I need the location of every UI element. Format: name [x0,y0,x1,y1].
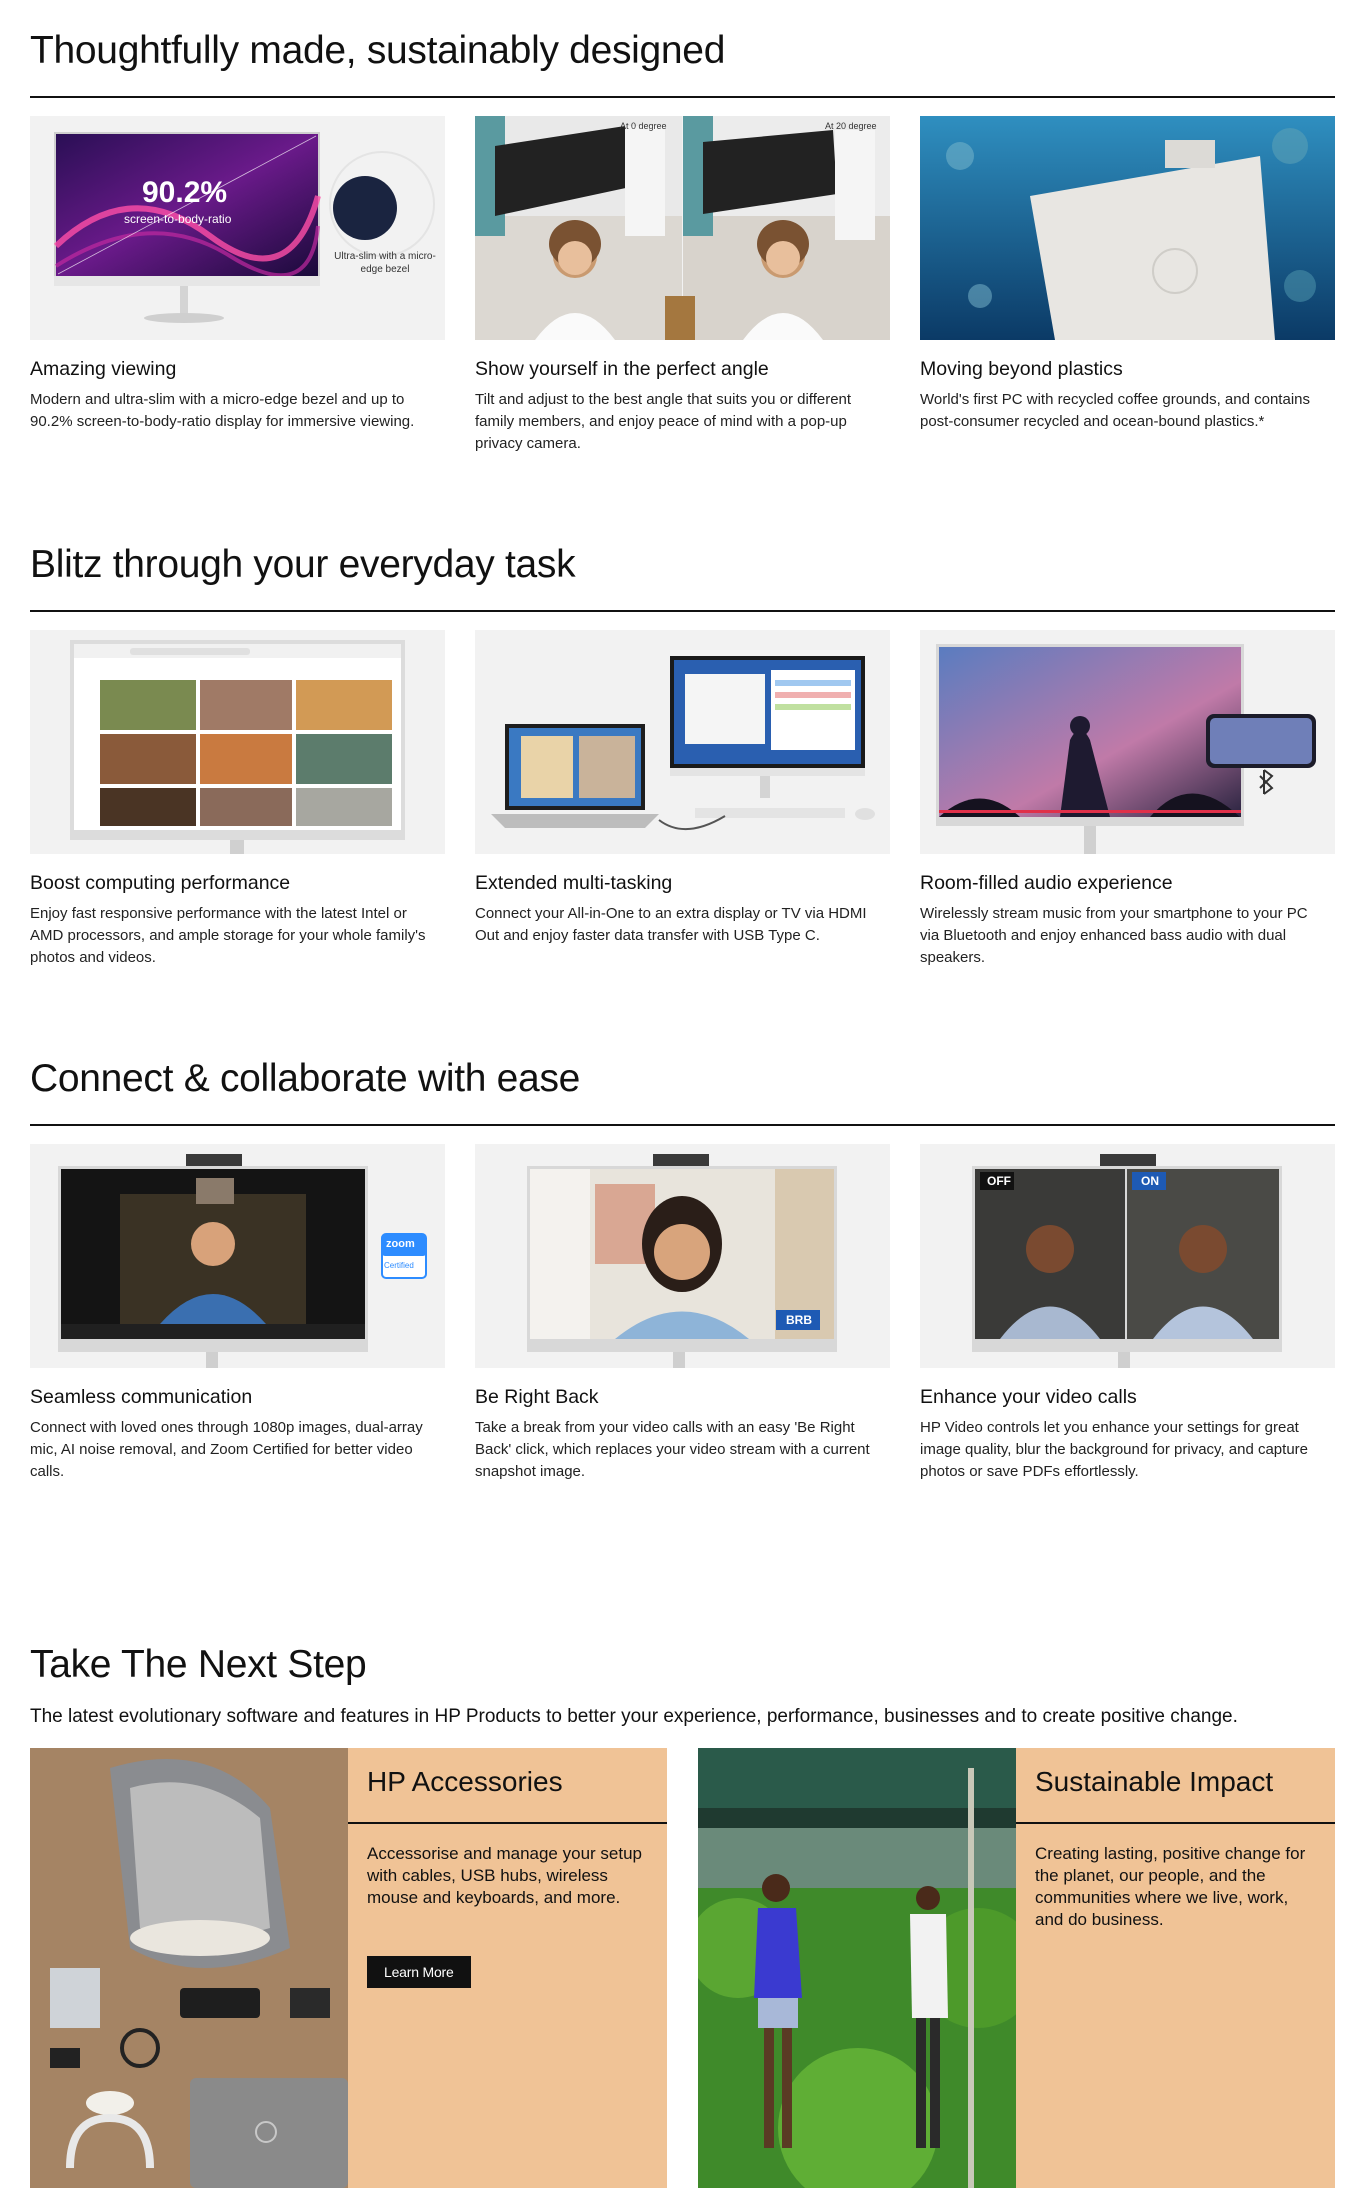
promo-title: HP Accessories [367,1766,563,1797]
card-description: Connect your All-in-One to an extra display or TV via HDMI Out and enjoy faster data transfer with USB Type C. [475,905,867,944]
card-title: Extended multi-tasking [475,872,673,894]
promo-description: Accessorise and manage your setup with cables, USB hubs, wireless mouse and keyboards, and more. [367,1844,642,1907]
promo-card-hp-accessories [30,1748,667,2188]
enhance-video-image [920,1144,1335,1368]
video-on-label: ON [1141,1174,1159,1188]
feature-card-amazing-viewing [30,116,445,433]
audio-experience-image [920,630,1335,854]
card-title: Room-filled audio experience [920,872,1173,894]
card-description: HP Video controls let you enhance your settings for great image quality, blur the background for privacy, and capture photos or save PDFs effortlessly. [920,1419,1308,1480]
promo-divider [348,1822,667,1824]
computing-performance-image [30,630,445,854]
multi-tasking-image [475,630,890,854]
section-divider [30,1124,1335,1126]
learn-more-button[interactable]: Learn More [367,1956,471,1988]
feature-card-audio [920,630,1335,969]
card-description: Wirelessly stream music from your smartphone to your PC via Bluetooth and enjoy enhanced bass audio with dual speakers. [920,905,1308,966]
be-right-back-image [475,1144,890,1368]
card-title: Amazing viewing [30,358,177,380]
feature-card-be-right-back [475,1144,890,1483]
feature-card-enhance-video [920,1144,1335,1483]
card-title: Show yourself in the perfect angle [475,358,769,380]
seamless-communication-image [30,1144,445,1368]
angle-label-right: At 20 degree [825,121,877,131]
card-description: Connect with loved ones through 1080p images, dual-array mic, AI noise removal, and Zoom Certified for better video calls. [30,1419,423,1480]
feature-card-multi-tasking [475,630,890,947]
card-title: Enhance your video calls [920,1386,1137,1408]
card-title: Boost computing performance [30,872,291,894]
section-title: Thoughtfully made, sustainably designed [30,29,726,72]
sustainable-impact-image [698,1748,1016,2188]
video-off-label: OFF [987,1174,1011,1188]
card-title: Seamless communication [30,1386,253,1408]
feature-card-seamless-communication [30,1144,445,1483]
brb-badge: BRB [786,1313,812,1327]
card-description: Take a break from your video calls with an easy 'Be Right Back' click, which replaces your video stream with a current snapshot image. [475,1419,870,1480]
card-title: Be Right Back [475,1386,599,1408]
section-divider [30,610,1335,612]
angle-label-left: At 0 degree [620,121,667,131]
card-title: Moving beyond plastics [920,358,1123,380]
screen-ratio-value: 90.2% [142,176,228,209]
accessories-image [30,1748,348,2188]
beyond-plastics-image [920,116,1335,340]
next-step-subtitle: The latest evolutionary software and features in HP Products to better your experience, performance, businesses and to create positive change. [30,1706,1238,1727]
feature-card-perfect-angle [475,116,890,455]
feature-card-computing-performance [30,630,445,969]
promo-divider [1016,1822,1335,1824]
next-step-title: Take The Next Step [30,1643,367,1686]
promo-description: Creating lasting, positive change for the planet, our people, and the communities where we live, work, and do business. [1035,1844,1306,1929]
accessories-body [348,1748,667,2188]
amazing-viewing-image [30,116,445,340]
perfect-angle-image [475,116,890,340]
zoom-badge-text: zoom [386,1238,415,1250]
card-description: World's first PC with recycled coffee grounds, and contains post-consumer recycled and ocean-bound plastics.* [920,391,1310,430]
section-title: Blitz through your everyday task [30,543,576,586]
section-divider [30,96,1335,98]
card-description: Tilt and adjust to the best angle that suits you or different family members, and enjoy peace of mind with a pop-up privacy camera. [475,391,852,452]
promo-title: Sustainable Impact [1035,1766,1274,1797]
feature-card-beyond-plastics [920,116,1335,433]
card-description: Modern and ultra-slim with a micro-edge bezel and up to 90.2% screen-to-body-ratio display for immersive viewing. [30,391,415,430]
sustainable-body [1016,1748,1335,2188]
section-title: Connect & collaborate with ease [30,1057,581,1100]
ultra-slim-label: Ultra-slim with a micro-edge bezel [334,251,436,275]
zoom-certified-text: Certified [384,1261,414,1270]
screen-ratio-label: screen-to-body-ratio [124,212,232,226]
card-description: Enjoy fast responsive performance with the latest Intel or AMD processors, and ample storage for your whole family's photos and videos. [30,905,426,966]
promo-card-sustainable-impact [698,1748,1335,2188]
